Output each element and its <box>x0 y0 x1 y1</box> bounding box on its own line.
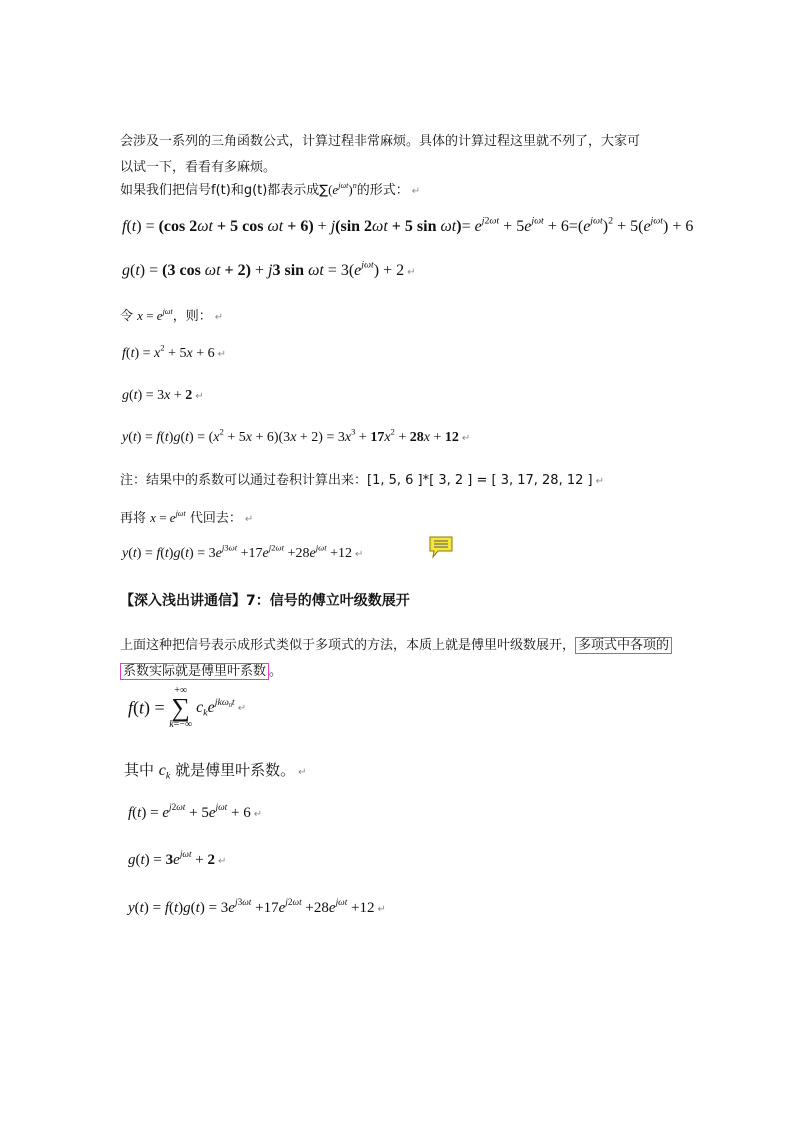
equation-fourier-series: f(t) = +∞ ∑ k=−∞ $c_ke^{jk\omega_0t}↵$ <box>128 685 247 730</box>
note-line: 注：结果中的系数可以通过卷积计算出来：[1, 5, 6 ]*[ 3, 2 ] = [ 3, 17, 28, 12 ] ↵ <box>120 473 604 488</box>
paragraph-line: 再将 $x = e^{j\omega t}$ 代回去： ↵ <box>120 508 254 526</box>
equation-f-exp: $f(t) = e^{j2\omega t} + 5e^{j\omega t} + 6$ ↵ <box>128 803 263 821</box>
equation-f-expansion: f(t) = (cos 2ωt + 5 cos ωt + 6) + j(sin 2ωt + 5 $\sin \omega t)= e^{j2\omega t} + 5e^{j\omega t} + 6=(e^{j\omega t})^2 + 5(e^{j\omega t}) + 6$ <box>122 215 694 235</box>
equation-y-exp: $y(t) = f(t)g(t) = 3e^{j3\omega t} +17e^{j2\omega t} +28e^{j\omega t} +12$ ↵ <box>122 542 364 561</box>
equation-g-poly: g(t) = 3x + 2 ↵ <box>122 388 204 403</box>
section-heading: 【深入浅出讲通信】7：信号的傅立叶级数展开 <box>120 593 410 609</box>
equation-g-exp: $g(t) = 3e^{j\omega t} + 2$ ↵ <box>128 850 227 868</box>
paragraph-line: 上面这种把信号表示成形式类似于多项式的方法，本质上就是傅里叶级数展开， 多项式中各项的 <box>120 634 672 653</box>
paragraph-line: 会涉及一系列的三角函数公式，计算过程非常麻烦。具体的计算过程这里就不列了，大家可 <box>120 134 641 149</box>
equation-f-poly: $f(t) = x^2 + 5x + 6$ ↵ <box>122 342 226 361</box>
comment-icon-svg <box>428 535 456 559</box>
equation-y-poly: $y(t) = f(t)g(t) = (x^2 + 5x + 6)(3x + 2) = 3x^3 + 17x^2 + 28x + 12$ ↵ <box>122 426 471 445</box>
paragraph-line: 系数实际就是傅里叶系数 。 <box>120 660 282 679</box>
comment-highlight[interactable]: 系数实际就是傅里叶系数 <box>120 663 269 680</box>
equation-g-expansion: g(t) = (3 cos ωt + 2) + j3 $\sin \omega t = 3(e^{j\omega t}) + 2$ ↵ <box>122 259 416 279</box>
comment-highlight[interactable]: 多项式中各项的 <box>575 637 672 654</box>
paragraph-line: 以试一下，看看有多麻烦。 <box>120 160 277 175</box>
paragraph-line: 其中 $c_k$ 就是傅里叶系数。 ↵ <box>124 761 307 782</box>
paragraph-line: 如果我们把信号f(t)和g(t)都表示成$\sum(e^{j\omega t})^n$的形式： ↵ <box>120 180 421 198</box>
equation-y-exp-2: $y(t) = f(t)g(t) = 3e^{j3\omega t} +17e^{j2\omega t} +28e^{j\omega t} +12$ ↵ <box>128 898 386 916</box>
comment-icon[interactable] <box>428 535 454 555</box>
paragraph-line: 令 $x = e^{j\omega t}$，则： ↵ <box>120 306 224 324</box>
